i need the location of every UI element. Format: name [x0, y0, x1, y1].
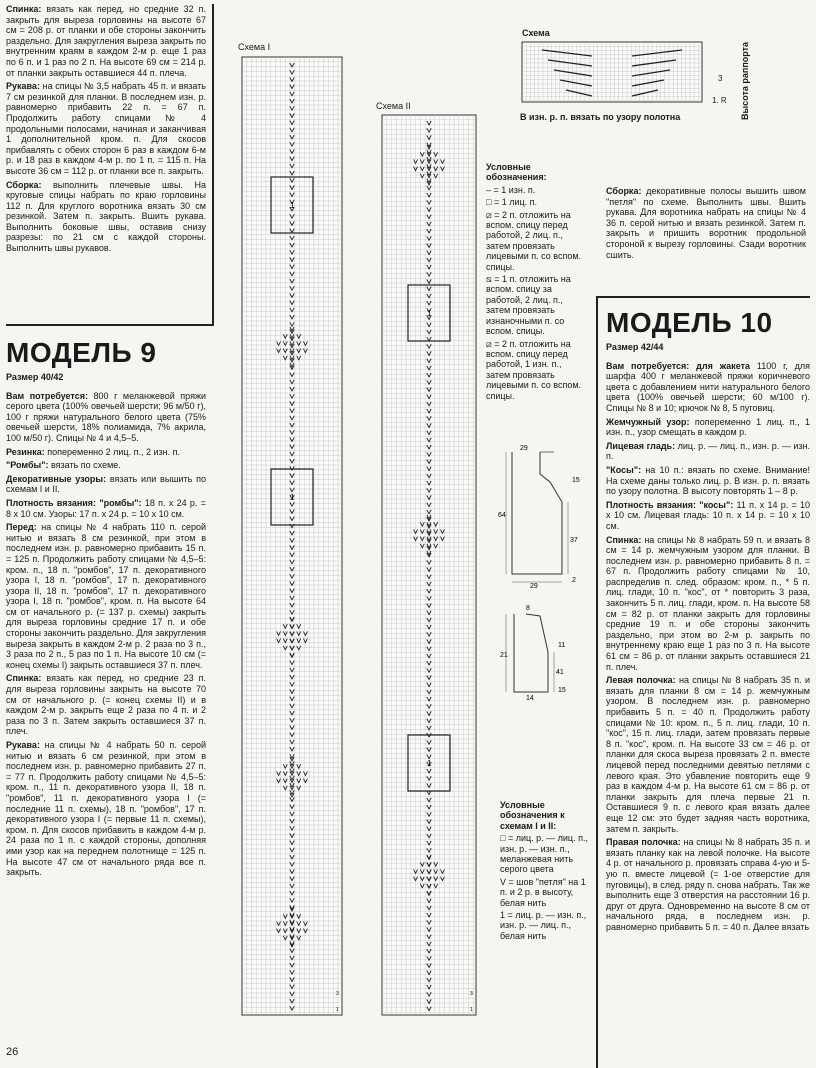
legend-text: = лиц. р. — лиц. п., изн. р. — изн. п., меланжевая нить серого цвета	[500, 833, 588, 875]
para-text: вязать как перед, но средние 23 п. для выреза горловины закрыть на высоте 70 см от начального р. (= конец схемы II) и в каждом 2-м р. закрыть еще 2 раза по 4 п. и 2 раза по 3 п. Затем закрыть оставшиеся 37 п. плеч.	[6, 673, 206, 737]
para-label: Плотность вязания: "ромбы":	[6, 497, 142, 508]
row-mark: 1	[336, 1007, 339, 1013]
model9-para	[6, 673, 206, 737]
para-text: на спицы № 8 набрать 35 п. и вязать планку как на левой полочке. На высоте 4 р. от начального р. провязать справа 4-ую и 5-ую п. вместе лицевой (= 1-ое отверстие для пуговицы), в след. ряду п. снова набрать. Так же выполнить еще 3 отверстия на расстоянии 16 р. друг от друга. Одновременно на высоте 8 см от начального ряда, в последнем изн. р. равномерно прибавить 5 п. = 40 п. Далее вязать	[606, 837, 810, 932]
para-text: на спицы № 3,5 набрать 45 п. и вязать 7 см резинкой для планки. В последнем изн. р. равномерно прибавить 22 п. = 67 п. Продолжить работу спицами № 4 продольными полосами, начиная и заканчивая 1 дополнительной кром. п. Для скосов прибавлять с обеих сторон 6 раз в каждом 6-м р. и 18 раз в каждом 4-м р. по 1 п. = 115 п. На высоте 36 см = 112 р. от планки все п. закрыть.	[6, 81, 206, 176]
model10-para	[606, 535, 810, 673]
legend-symbol: –	[486, 184, 492, 195]
model10-para	[606, 837, 810, 932]
para-text: вязать или вышить по схемам I и II.	[6, 473, 206, 495]
para-text: на спицы № 8 набрать 35 п. и вязать для планки 8 см = 14 р. жемчужным узором. В последнем изн. р. равномерно прибавить 5 п. = 40 п. Продолжить работу спицами № 10: кром. п., 5 п. лиц. глади, 10 п. "кос", 15 п. лиц. глади, затем провязать первые 8 п. "кос", кром. п. На высоте 33 см = 46 р. от планки для скоса выреза провязать 2 п. вместе лицевой перед последними девятью петлями с левого края. Это убавление повторить еще 9 раз в каждом 4-м р. На высоте 61 см = 86 р. от планки закрыть для плеча первые 21 п. Оставшиеся 9 п. с левого края вязать далее еще 12 см: это будет задняя часть воротника, затем п. закрыть.	[606, 675, 810, 834]
para-label: Рукава:	[6, 81, 40, 92]
model10-para	[606, 675, 810, 834]
model9-para	[6, 740, 206, 878]
row-mark: 1	[470, 1007, 473, 1013]
back-pattern-diagram	[492, 442, 592, 590]
box-number: 1	[427, 759, 432, 768]
model9-para	[6, 498, 206, 519]
model10-title: МОДЕЛЬ 10	[606, 307, 773, 338]
legend-symbol: ⧄	[486, 338, 492, 349]
pattern2-dim: 8	[526, 605, 530, 612]
para-text: на спицы № 8 набрать 59 п. и вязать 8 см = 14 р. жемчужным узором для планки. В последнем изн. р. равномерно прибавить 8 п. = 67 п. Продолжить работу спицами № 10, распределив п. след. образом: кром. п., * 5 п. лиц. глади, 10 п. "кос", от * повторить 3 раза, закончить 5 п. лиц. глади, кром. п. На высоте 58 см = 82 р. от планки закрыть для горловины средние 19 п. и обе стороны закончить раздельно, при этом во 2-м р. закрыть по внутреннему краю еще 1 раз по 3 п. На высоте 61 см = 86 р. от планки закрыть оставшиеся 21 п. плеч.	[606, 534, 810, 672]
para-text: 1100 г, для шарфа 400 г меланжевой пряжи коричневого цвета с добавлением нити натурального белого цвета (100% овечьей шерсти; 60 м/100 г). Спицы № 8 и 10; крючок № 8, 5 пуговиц.	[606, 360, 810, 413]
para-label: Правая полочка:	[606, 837, 681, 848]
legend-item	[500, 877, 592, 908]
model10-para	[606, 441, 810, 462]
para-label: Спинка:	[6, 673, 42, 684]
model10-size: Размер 42/44	[606, 342, 664, 352]
pattern1-dim: 29	[520, 445, 528, 452]
para-label: "Ромбы":	[6, 460, 49, 471]
para-label: Резинка:	[6, 446, 45, 457]
model9-para	[6, 447, 206, 458]
legend-title: Условные обозначения:	[486, 162, 547, 183]
legend-title: Условные обозначения к схемам I и II:	[500, 800, 565, 831]
model10-para	[606, 417, 810, 438]
pattern1-dim: 64	[498, 512, 506, 519]
pattern2-dim: 21	[500, 652, 508, 659]
para-text: вязать как перед, но средние 32 п. закрыть для выреза горловины на высоте 67 см = 208 р. от планки и обе стороны закончить раздельно. Для закругления выреза закрыть по внутренним краям в каждом 2-м р. еще 1 раз по 6 п. и 1 раз по 2 п. На высоте 69 см = 214 р. от планки закрыть оставшиеся 44 п. плеча.	[6, 4, 206, 78]
model10-para	[606, 500, 810, 532]
page-number: 26	[6, 1046, 19, 1058]
legend-symbol: □	[500, 833, 506, 844]
sleeve-pattern-diagram	[496, 602, 586, 702]
para-text: вязать по схеме.	[48, 460, 121, 471]
legend-item	[486, 185, 586, 195]
col1-top-para-2	[6, 180, 206, 254]
pattern2-dim: 41	[556, 669, 564, 676]
legend-text: = 1 изн. п.	[491, 184, 536, 195]
pattern2-dim: 11	[558, 642, 566, 649]
legend-text: = 2 п. отложить на вспом. спицу перед работой, 1 изн. п., затем провязать лицевыми п. со вспом. спицы.	[486, 338, 582, 401]
model10-para	[606, 465, 810, 497]
sborka-para	[606, 186, 806, 260]
para-label: Сборка:	[6, 179, 42, 190]
rapport-mark-3: 3	[718, 74, 723, 83]
para-label: Декоративные узоры:	[6, 473, 107, 484]
legend-text: = шов "петля" на 1 п. и 2 р. в высоту, белая нить	[500, 876, 586, 908]
box-number: 1	[290, 201, 295, 210]
para-label: Рукава:	[6, 740, 40, 750]
legend-symbol: ⧄	[486, 209, 492, 220]
pattern1-dim: 15	[572, 477, 580, 484]
row-mark: 3	[470, 991, 473, 997]
para-label: Сборка:	[606, 186, 642, 196]
para-text: попеременно 2 лиц. п., 2 изн. п.	[44, 446, 180, 457]
para-text: декоративные полосы вышить швом "петля" по схеме. Выполнить швы. Вшить рукава. Для воротника набрать на спицы № 4 36 п. серой нитью и вязать резинкой. Затем п. закрыть и пришить воротник продольной стороной к вырезу горловины. Сзади воротник сшить.	[606, 186, 806, 260]
para-label: Плотность вязания: "косы":	[606, 499, 734, 510]
para-text: выполнить плечевые швы. На круговые спицы набрать по краю горловины 112 п. Для круглого воротника вязать 30 см резинкой. Затем п. закрыть. Вшить рукава. Выполнить боковые швы, оставив снизу разрезы: по 21 см с каждой стороны. Выполнить швы рукавов.	[6, 179, 206, 254]
legend-text: = 2 п. отложить на вспом. спицу перед работой, 2 лиц. п., затем провязать лицевыми п. со вспом. спицы.	[486, 209, 582, 272]
scheme1-label: Схема I	[238, 42, 271, 52]
box-number: 1	[290, 493, 295, 502]
col1-top-para-0	[6, 4, 206, 78]
para-text: 18 п. х 24 р. = 8 х 10 см. Узоры: 17 п. х 24 р. = 10 х 10 см.	[6, 497, 206, 519]
para-label: Перед:	[6, 522, 37, 533]
pattern1-dim: 37	[570, 537, 578, 544]
model9-block	[6, 334, 206, 1042]
para-label: Спинка:	[6, 4, 42, 14]
legend-symbol: 1	[500, 910, 506, 921]
sborka-block	[606, 186, 806, 278]
model9-para	[6, 474, 206, 495]
scheme-top-caption: В изн. р. п. вязать по узору полотна	[520, 112, 681, 122]
legend-conventions	[486, 162, 586, 403]
col1-top-para-1	[6, 81, 206, 176]
model9-size: Размер 40/42	[6, 372, 64, 382]
row-mark: 3	[336, 991, 339, 997]
rapport-label: Высота раппорта	[740, 41, 750, 120]
para-text: на 10 п.: вязать по схеме. Внимание! На схеме даны только лиц. р. В изн. р. п. вязать по узору полотна. В высоту повторять 1 – 8 р.	[606, 464, 810, 497]
pattern2-dim: 14	[526, 695, 534, 702]
scheme2-label: Схема II	[376, 101, 411, 111]
legend-item	[486, 210, 586, 272]
scheme-top-chart	[520, 40, 712, 108]
legend-item	[486, 197, 586, 207]
model10-block	[596, 296, 810, 1068]
legend-item	[486, 339, 586, 401]
legend-item	[486, 274, 586, 336]
scheme2-chart	[380, 113, 480, 1017]
legend-symbol: □	[486, 197, 492, 208]
para-text: на спицы № 4 набрать 50 п. серой нитью и вязать 6 см резинкой, при этом в последнем изн. р. равномерно прибавить 27 п. = 77 п. Продолжить работу спицами № 4,5–5: кром. п., 11 п. декоративного узора II, 18 п. "ромбов", 11 п. декоративного узора I (= последние 11 п. схемы), 18 п. "ромбов", 17 п. декоративного узора I (= первые 11 п. схемы), кром. п. Для скосов прибавить в каждом 4-м р. 24 раза по 1 п. с каждой стороны, дополняя ими узор как на переднем полотнище = 125 п. На высоте 47 см от начального ряда все п. закрыть.	[6, 740, 206, 878]
para-label: Спинка:	[606, 534, 642, 545]
para-text: лиц. р. — лиц. п., изн. р. — изн. п.	[606, 440, 810, 462]
para-text: 800 г меланжевой пряжи серого цвета (100% овечьей шерсти; 96 м/50 г), 100 г пряжи натурального белого цвета (75% овечьей шерсти, 18% полиамида, 7% акрила, 100 м/50 г). Спицы № 4 и 4,5–5.	[6, 390, 206, 443]
col1-top-block	[6, 4, 214, 326]
para-label: Лицевая гладь:	[606, 440, 676, 451]
legend-item	[500, 910, 592, 941]
para-label: "Косы":	[606, 464, 642, 475]
legend-conventions-schemes	[500, 800, 592, 943]
legend-text: = 1 п. отложить на вспом. спицу за работой, 2 лиц. п., затем провязать изнаночными п. со вспом. спицы.	[486, 274, 571, 337]
pattern1-dim: 2	[572, 577, 576, 584]
pattern1-dim: 29	[530, 583, 538, 590]
rapport-mark-1: 1. R	[712, 96, 727, 105]
para-label: Вам потребуется: для жакета	[606, 360, 750, 371]
legend-item	[500, 833, 592, 875]
scheme-top-label: Схема	[522, 28, 550, 38]
pattern2-dim: 15	[558, 687, 566, 694]
legend-text: = лиц. р. — изн. п., изн. р. — лиц. п., белая нить	[500, 910, 587, 941]
legend-symbol: ⧅	[486, 274, 492, 285]
model9-para	[6, 522, 206, 670]
para-text: попеременно 1 лиц. п., 1 изн. п., узор смещать в каждом р.	[606, 416, 810, 438]
para-label: Левая полочка:	[606, 675, 676, 686]
model9-title: МОДЕЛЬ 9	[6, 337, 157, 368]
para-text: 11 п. х 14 р. = 10 х 10 см. Лицевая гладь: 10 п. х 14 р. = 10 х 10 см.	[606, 499, 810, 531]
model10-para	[606, 361, 810, 414]
legend-symbol: V	[500, 876, 507, 887]
model9-para	[6, 391, 206, 444]
para-label: Жемчужный узор:	[606, 416, 690, 427]
box-number: 1	[427, 309, 432, 318]
model9-para	[6, 460, 206, 471]
para-label: Вам потребуется:	[6, 390, 88, 401]
scheme1-chart	[240, 55, 346, 1017]
para-text: на спицы № 4 набрать 110 п. серой нитью и вязать 8 см резинкой, при этом в последнем изн. р. равномерно прибавить 15 п. = 125 п. Продолжить работу спицами № 4,5–5: кром. п., 18 п. "ромбов", 17 п. декоративного узора I, 18 п. "ромбов", 17 п. декоративного узора II, 18 п. "ромбов", 17 п. декоративного узора I, 18 п. "ромбов", кром. п. На высоте 64 см от начального р. (= 137 р. схемы) закрыть для выреза горловины средние 17 п. и обе стороны закончить раздельно. Для закругления выреза закрыть в каждом 2-м р. 2 раза по 3 п., 3 раза по 2 п., 5 раз по 1 п. На высоте 10 см (= конец схемы I) закрыть оставшиеся 37 п. плеч.	[6, 522, 206, 670]
legend-text: = 1 лиц. п.	[491, 197, 538, 208]
